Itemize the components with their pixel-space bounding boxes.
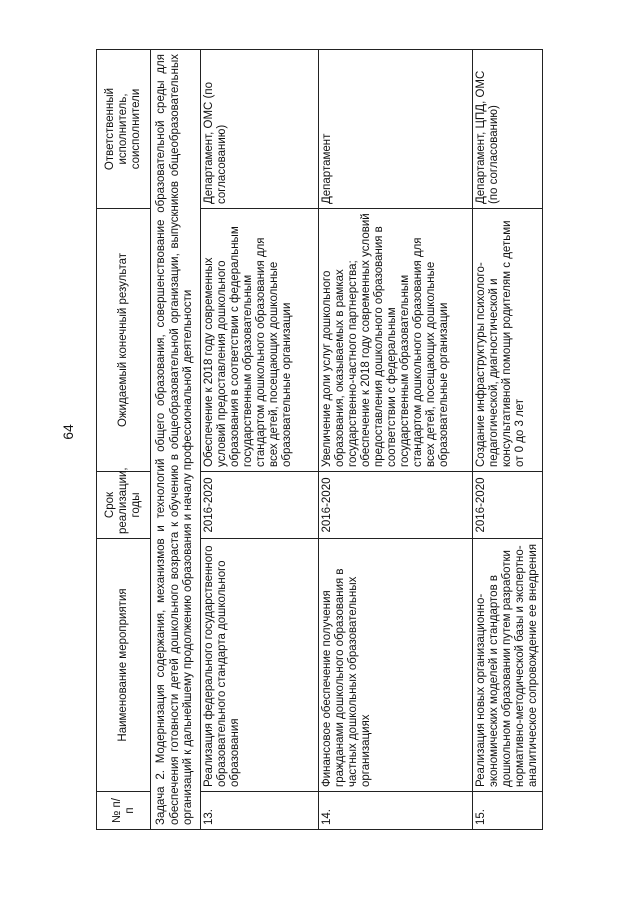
row-result: Создание инфраструктуры психолого-педагогической, диагностической и консультативной помощи родителям с детьми от 0 до 3 лет — [472, 209, 542, 472]
table-row — [200, 50, 318, 830]
row-responsible: Департамент, ОМС (по согласованию) — [200, 50, 318, 209]
task-text: Задача 2. Модернизация содержания, механизмов и технологий общего образования, совершенствование образовательной среды для обеспечения готовности детей дошкольного возраста к обучению в общеобразовательной организации, выпускников общеобразовательных организаций к дальнейшему продолжению образования и началу профессиональной деятельности — [151, 50, 201, 830]
row-result: Увеличение доли услуг дошкольного образования, оказываемых в рамках государственно-частного партнерства; обеспечение к 2018 году современных условий предоставления дошкольного образования в соответствии с федеральным государственным образовательным стандартом дошкольного образования для всех детей, посещающих дошкольные образовательные организации — [318, 209, 472, 472]
row-num: 13. — [200, 792, 318, 830]
row-term: 2016-2020 — [200, 472, 318, 539]
header-result: Ожидаемый конечный результат — [97, 209, 151, 472]
row-term: 2016-2020 — [318, 472, 472, 539]
row-name: Реализация федерального государственного образовательного стандарта дошкольного образования — [200, 539, 318, 792]
header-num: № п/п — [97, 792, 151, 830]
measures-table — [96, 49, 543, 830]
rotated-page-content — [96, 50, 551, 830]
header-term: Срок реализации, годы — [97, 472, 151, 539]
row-name: Реализация новых организационно-экономических моделей и стандартов в дошкольном образовании путем разработки нормативно-методической базы и экспертно-аналитическое сопровождение ее внедрения — [472, 539, 542, 792]
row-term: 2016-2020 — [472, 472, 542, 539]
row-num: 14. — [318, 792, 472, 830]
page-number: 64 — [59, 424, 76, 440]
row-responsible: Департамент, ЦПД, ОМС (по согласованию) — [472, 50, 542, 209]
row-responsible: Департамент — [318, 50, 472, 209]
task-row — [151, 50, 201, 830]
row-result: Обеспечение к 2018 году современных условий предоставления дошкольного образования в соответствии с федеральным государственным образовательным стандартом дошкольного образования для всех детей, посещающих дошкольные образовательные организации — [200, 209, 318, 472]
table-header-row — [97, 50, 151, 830]
header-responsible: Ответственный исполнитель, соисполнители — [97, 50, 151, 209]
table-row — [318, 50, 472, 830]
table-row — [472, 50, 542, 830]
header-name: Наименование мероприятия — [97, 539, 151, 792]
row-num: 15. — [472, 792, 542, 830]
row-name: Финансовое обеспечение получения гражданами дошкольного образования в частных дошкольных образовательных организациях — [318, 539, 472, 792]
